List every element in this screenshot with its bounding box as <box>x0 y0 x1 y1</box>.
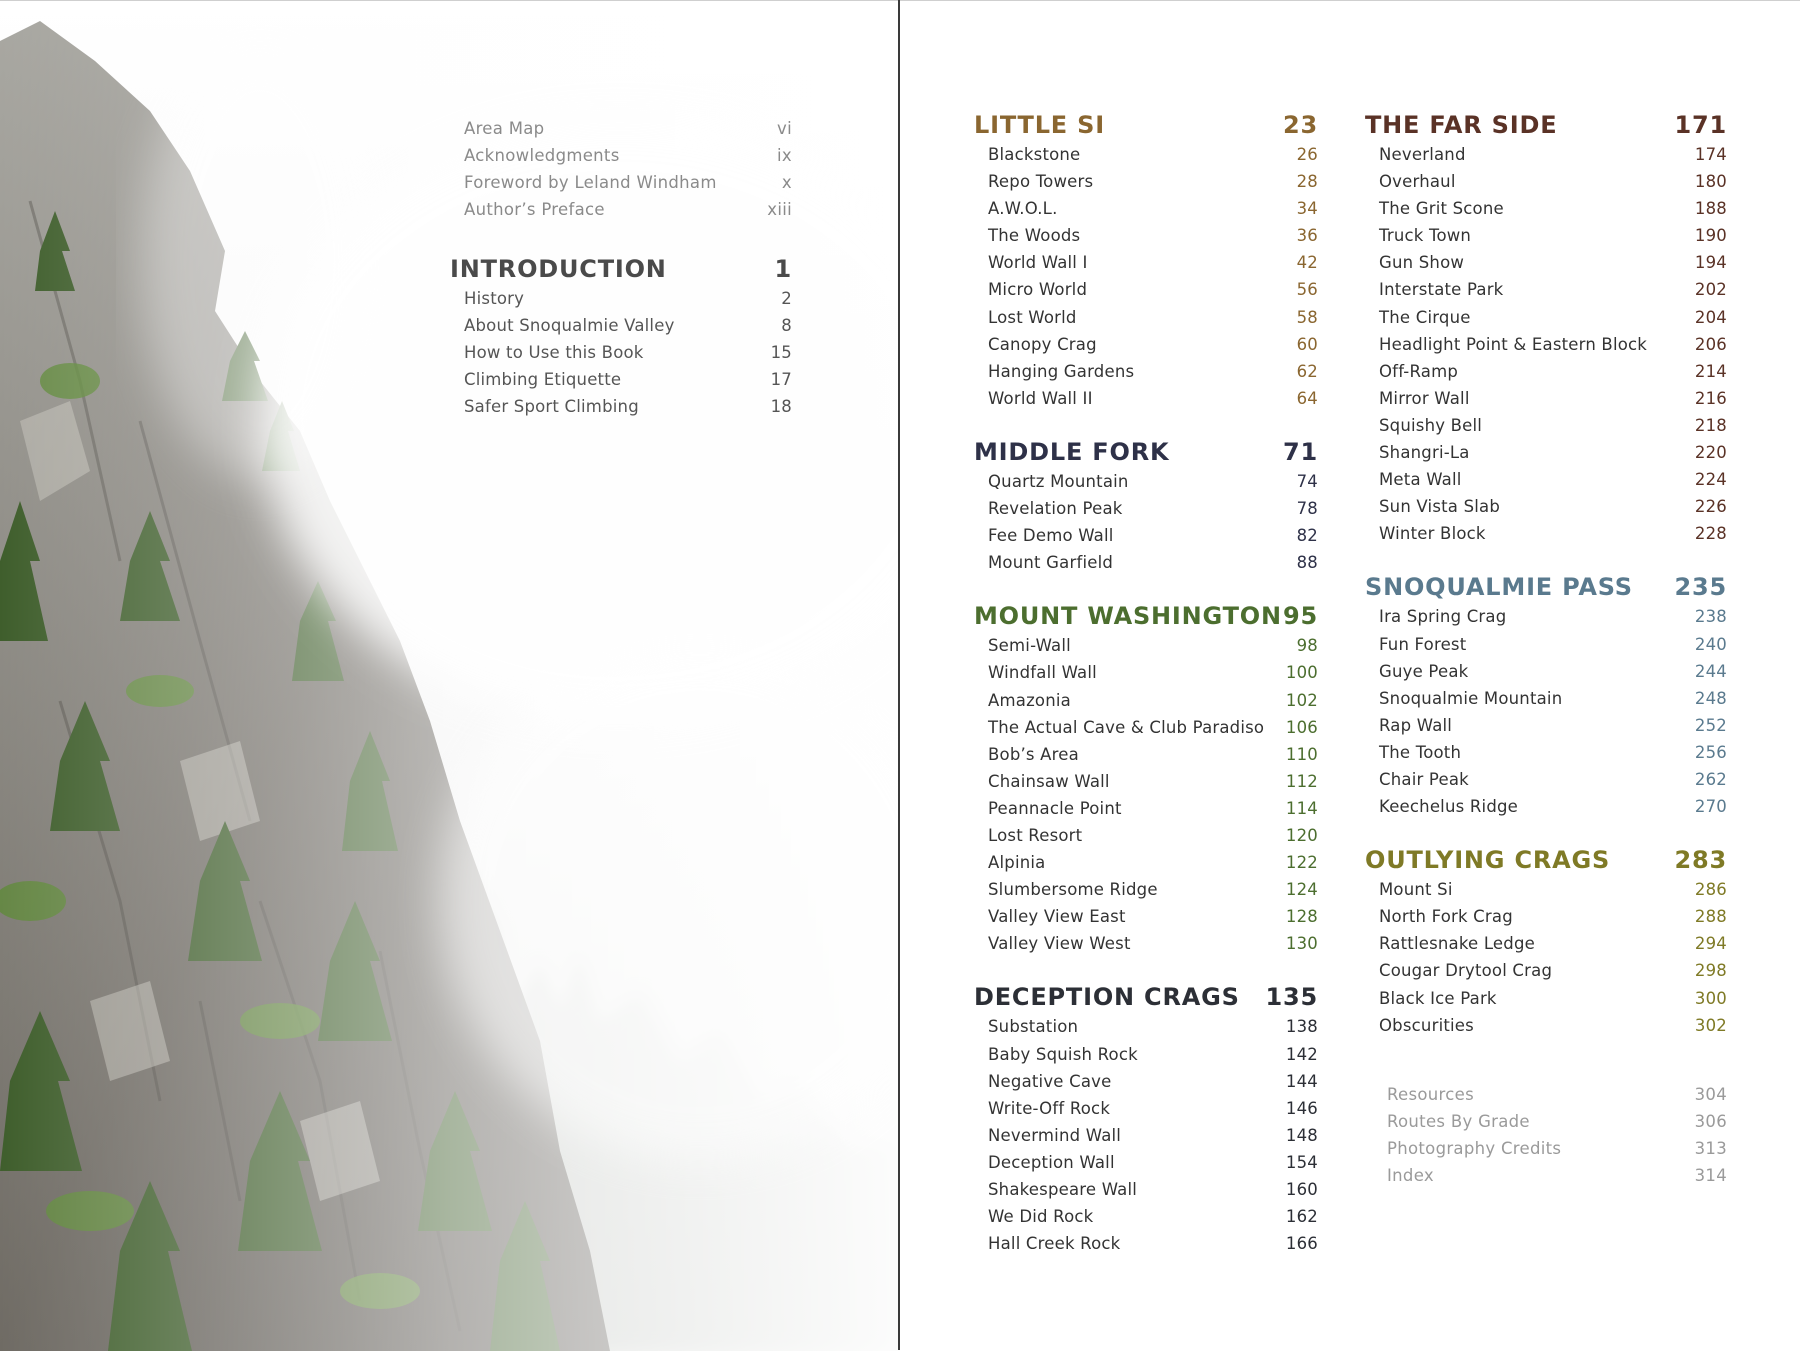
entry-page: 306 <box>1694 1111 1727 1131</box>
entry-page: 252 <box>1694 715 1727 735</box>
toc-entry[interactable] <box>974 934 1318 961</box>
toc-entry[interactable] <box>450 397 792 424</box>
entry-label: Quartz Mountain <box>988 471 1129 491</box>
toc-column-middle <box>974 111 1318 1283</box>
toc-entry[interactable] <box>974 880 1318 907</box>
entry-page: 120 <box>1285 825 1318 845</box>
entry-page: 34 <box>1296 199 1318 219</box>
toc-entry[interactable] <box>1365 362 1727 389</box>
section-heading[interactable] <box>974 111 1318 145</box>
entry-page: 58 <box>1296 307 1318 327</box>
entry-page: 226 <box>1694 497 1727 517</box>
toc-entry[interactable] <box>974 1234 1318 1261</box>
entry-page: 154 <box>1285 1152 1318 1172</box>
section-deception-crags <box>974 983 1318 1261</box>
entry-label: Area Map <box>464 119 545 138</box>
entry-page: xiii <box>767 200 792 219</box>
toc-entry[interactable] <box>1365 716 1727 743</box>
toc-entry[interactable] <box>1365 172 1727 199</box>
entry-page: 102 <box>1285 690 1318 710</box>
entry-label: Shangri-La <box>1379 443 1470 463</box>
entry-label: Keechelus Ridge <box>1379 797 1519 817</box>
entry-label: A.W.O.L. <box>988 199 1058 219</box>
entry-page: 112 <box>1285 771 1318 791</box>
entry-label: Index <box>1387 1165 1434 1185</box>
entry-label: Winter Block <box>1379 524 1486 544</box>
section-title: INTRODUCTION <box>450 255 667 283</box>
toc-entry[interactable] <box>974 253 1318 280</box>
entry-page: 218 <box>1694 415 1727 435</box>
entry-label: Windfall Wall <box>988 663 1097 683</box>
section-title: MOUNT WASHINGTON <box>974 602 1282 631</box>
entry-page: 15 <box>770 343 792 363</box>
section-page: 235 <box>1674 573 1727 602</box>
entry-label: The Tooth <box>1379 742 1462 762</box>
entry-page: 188 <box>1694 199 1727 219</box>
back-matter-item[interactable] <box>1365 1085 1727 1112</box>
entry-page: 122 <box>1285 853 1318 873</box>
entry-page: ix <box>777 146 792 165</box>
toc-entry[interactable] <box>1365 335 1727 362</box>
entry-page: 18 <box>770 397 792 417</box>
entry-page: 294 <box>1694 934 1727 954</box>
entry-list <box>450 289 792 424</box>
toc-entry[interactable] <box>974 799 1318 826</box>
section-middle-fork <box>974 438 1318 580</box>
toc-entry[interactable] <box>974 280 1318 307</box>
section-page: 283 <box>1674 846 1727 875</box>
entry-page: vi <box>777 119 792 138</box>
toc-entry[interactable] <box>1365 797 1727 824</box>
section-title: SNOQUALMIE PASS <box>1365 573 1633 602</box>
toc-entry[interactable] <box>1365 743 1727 770</box>
section-snoqualmie-pass <box>1365 573 1727 824</box>
entry-page: 148 <box>1285 1125 1318 1145</box>
toc-entry[interactable] <box>974 335 1318 362</box>
section-outlying-crags <box>1365 846 1727 1043</box>
entry-page: x <box>781 173 792 192</box>
toc-entry[interactable] <box>974 1126 1318 1153</box>
entry-label: Rattlesnake Ledge <box>1379 934 1535 954</box>
toc-entry[interactable] <box>1365 145 1727 172</box>
entry-page: 313 <box>1694 1138 1727 1158</box>
entry-page: 128 <box>1285 907 1318 927</box>
entry-page: 36 <box>1296 226 1318 246</box>
section-little-si <box>974 111 1318 416</box>
entry-page: 114 <box>1285 798 1318 818</box>
entry-page: 56 <box>1296 280 1318 300</box>
entry-page: 98 <box>1296 636 1318 656</box>
entry-page: 302 <box>1694 1015 1727 1035</box>
entry-label: Mount Si <box>1379 880 1453 900</box>
toc-entry[interactable] <box>974 1153 1318 1180</box>
entry-page: 220 <box>1694 443 1727 463</box>
entry-page: 166 <box>1285 1234 1318 1254</box>
front-matter-item[interactable] <box>464 119 792 146</box>
section-page: 95 <box>1283 602 1318 631</box>
entry-page: 146 <box>1285 1098 1318 1118</box>
section-page: 23 <box>1283 111 1318 139</box>
entry-page: 174 <box>1694 145 1727 164</box>
toc-entry[interactable] <box>1365 226 1727 253</box>
entry-label: Negative Cave <box>988 1071 1112 1091</box>
entry-label: Nevermind Wall <box>988 1125 1122 1145</box>
toc-entry[interactable] <box>974 636 1318 663</box>
entry-label: Cougar Drytool Crag <box>1379 961 1553 981</box>
toc-entry[interactable] <box>450 289 792 316</box>
front-matter-item[interactable] <box>464 200 792 227</box>
toc-entry[interactable] <box>1365 199 1727 226</box>
toc-entry[interactable] <box>974 1072 1318 1099</box>
toc-entry[interactable] <box>450 316 792 343</box>
entry-page: 142 <box>1285 1044 1318 1064</box>
entry-label: Micro World <box>988 280 1088 300</box>
right-page <box>900 0 1800 1350</box>
entry-label: Mount Garfield <box>988 553 1114 573</box>
entry-page: 244 <box>1694 661 1727 681</box>
entry-label: World Wall II <box>988 388 1093 408</box>
toc-entry[interactable] <box>974 172 1318 199</box>
entry-page: 240 <box>1694 634 1727 654</box>
entry-label: Peannacle Point <box>988 798 1122 818</box>
entry-label: Foreword by Leland Windham <box>464 173 717 192</box>
toc-entry[interactable] <box>974 389 1318 416</box>
entry-label: Revelation Peak <box>988 499 1123 519</box>
entry-page: 74 <box>1296 471 1318 491</box>
entry-label: Author’s Preface <box>464 200 605 219</box>
entry-label: Climbing Etiquette <box>464 370 622 390</box>
entry-label: Valley View West <box>988 934 1131 954</box>
toc-entry[interactable] <box>1365 961 1727 988</box>
entry-label: The Cirque <box>1379 307 1471 327</box>
entry-label: Safer Sport Climbing <box>464 397 639 417</box>
entry-page: 190 <box>1694 226 1727 246</box>
toc-entry[interactable] <box>974 718 1318 745</box>
toc-entry[interactable] <box>974 1207 1318 1234</box>
entry-page: 60 <box>1296 334 1318 354</box>
entry-label: Overhaul <box>1379 172 1456 192</box>
entry-label: Ira Spring Crag <box>1379 607 1507 627</box>
entry-page: 144 <box>1285 1071 1318 1091</box>
entry-page: 256 <box>1694 742 1727 762</box>
toc-entry[interactable] <box>974 308 1318 335</box>
toc-entry[interactable] <box>974 853 1318 880</box>
toc-entry[interactable] <box>1365 662 1727 689</box>
toc-entry[interactable] <box>450 370 792 397</box>
toc-entry[interactable] <box>974 745 1318 772</box>
toc-entry[interactable] <box>450 343 792 370</box>
entry-page: 28 <box>1296 172 1318 192</box>
entry-page: 106 <box>1285 717 1318 737</box>
toc-entry[interactable] <box>1365 416 1727 443</box>
entry-label: Obscurities <box>1379 1015 1474 1035</box>
entry-page: 304 <box>1694 1084 1727 1104</box>
entry-page: 160 <box>1285 1180 1318 1199</box>
section-far-side <box>1365 111 1727 551</box>
entry-label: Mirror Wall <box>1379 388 1470 408</box>
section-heading[interactable] <box>974 602 1318 636</box>
entry-label: Neverland <box>1379 145 1466 164</box>
toc-entry[interactable] <box>1365 253 1727 280</box>
entry-label: Repo Towers <box>988 172 1094 192</box>
entry-label: Chair Peak <box>1379 769 1469 789</box>
entry-label: Fee Demo Wall <box>988 526 1114 546</box>
entry-page: 17 <box>770 370 792 390</box>
entry-label: Routes By Grade <box>1387 1111 1530 1131</box>
entry-page: 88 <box>1296 553 1318 573</box>
toc-entry[interactable] <box>1365 389 1727 416</box>
toc-entry[interactable] <box>1365 1016 1727 1043</box>
section-title: MIDDLE FORK <box>974 437 1170 466</box>
entry-label: Acknowledgments <box>464 146 620 165</box>
toc-entry[interactable] <box>974 772 1318 799</box>
section-heading[interactable] <box>450 255 792 289</box>
toc-entry[interactable] <box>1365 880 1727 907</box>
toc-entry[interactable] <box>1365 989 1727 1016</box>
entry-page: 286 <box>1694 880 1727 900</box>
toc-entry[interactable] <box>1365 689 1727 716</box>
entry-page: 224 <box>1694 470 1727 490</box>
section-page: 135 <box>1265 983 1318 1012</box>
entry-page: 238 <box>1694 607 1727 627</box>
entry-label: Semi-Wall <box>988 636 1071 656</box>
entry-label: Guye Peak <box>1379 661 1469 681</box>
entry-page: 110 <box>1285 744 1318 764</box>
entry-label: Lost Resort <box>988 825 1083 845</box>
entry-page: 262 <box>1694 769 1727 789</box>
entry-label: The Woods <box>988 226 1081 246</box>
back-matter-item[interactable] <box>1365 1139 1727 1166</box>
toc-entry[interactable] <box>974 1045 1318 1072</box>
entry-label: Headlight Point & Eastern Block <box>1379 334 1648 354</box>
entry-label: The Grit Scone <box>1379 199 1504 219</box>
entry-page: 298 <box>1694 961 1727 981</box>
toc-entry[interactable] <box>974 199 1318 226</box>
toc-entry[interactable] <box>974 1180 1318 1207</box>
front-matter-item[interactable] <box>464 173 792 200</box>
back-matter-item[interactable] <box>1365 1112 1727 1139</box>
entry-label: World Wall I <box>988 253 1088 273</box>
entry-label: Shakespeare Wall <box>988 1180 1138 1199</box>
section-mount-washington <box>974 602 1318 961</box>
entry-page: 300 <box>1694 988 1727 1008</box>
section-heading[interactable] <box>974 983 1318 1017</box>
front-matter-list <box>464 119 792 227</box>
entry-label: How to Use this Book <box>464 343 644 363</box>
entry-page: 78 <box>1296 499 1318 519</box>
toc-entry[interactable] <box>974 553 1318 580</box>
entry-label: Photography Credits <box>1387 1138 1562 1158</box>
entry-label: We Did Rock <box>988 1207 1094 1227</box>
section-title: LITTLE SI <box>974 111 1105 139</box>
section-page: 71 <box>1283 437 1318 466</box>
entry-label: Truck Town <box>1379 226 1472 246</box>
entry-page: 288 <box>1694 907 1727 927</box>
section-heading[interactable] <box>1365 573 1727 607</box>
entry-label: Amazonia <box>988 690 1071 710</box>
entry-page: 62 <box>1296 361 1318 381</box>
entry-page: 270 <box>1694 797 1727 817</box>
toc-entry[interactable] <box>1365 607 1727 634</box>
entry-label: Snoqualmie Mountain <box>1379 688 1563 708</box>
section-title: THE FAR SIDE <box>1365 111 1558 139</box>
entry-label: History <box>464 289 525 308</box>
toc-entry[interactable] <box>1365 280 1727 307</box>
entry-page: 42 <box>1296 253 1318 273</box>
toc-entry[interactable] <box>1365 443 1727 470</box>
entry-page: 206 <box>1694 334 1727 354</box>
toc-entry[interactable] <box>1365 934 1727 961</box>
toc-entry[interactable] <box>1365 470 1727 497</box>
entry-label: Hall Creek Rock <box>988 1234 1121 1254</box>
front-matter-item[interactable] <box>464 146 792 173</box>
toc-entry[interactable] <box>1365 497 1727 524</box>
entry-label: Rap Wall <box>1379 715 1453 735</box>
entry-label: Bob’s Area <box>988 744 1079 764</box>
toc-entry[interactable] <box>1365 524 1727 551</box>
toc-entry[interactable] <box>1365 635 1727 662</box>
entry-label: Valley View East <box>988 907 1126 927</box>
section-title: OUTLYING CRAGS <box>1365 846 1611 875</box>
entry-label: Hanging Gardens <box>988 361 1135 381</box>
section-heading[interactable] <box>1365 111 1727 145</box>
section-introduction <box>450 255 792 424</box>
entry-label: Baby Squish Rock <box>988 1044 1138 1064</box>
toc-entry[interactable] <box>974 691 1318 718</box>
entry-page: 194 <box>1694 253 1727 273</box>
entry-label: Meta Wall <box>1379 470 1462 490</box>
entry-label: Blackstone <box>988 145 1081 164</box>
toc-entry[interactable] <box>1365 308 1727 335</box>
entry-page: 138 <box>1285 1017 1318 1037</box>
entry-page: 216 <box>1694 388 1727 408</box>
entry-page: 180 <box>1694 172 1727 192</box>
entry-label: Gun Show <box>1379 253 1465 273</box>
section-heading[interactable] <box>974 438 1318 472</box>
toc-entry[interactable] <box>974 226 1318 253</box>
entry-label: Resources <box>1387 1084 1474 1104</box>
entry-label: Slumbersome Ridge <box>988 880 1158 900</box>
section-page: 1 <box>774 255 792 283</box>
entry-label: Lost World <box>988 307 1077 327</box>
back-matter-list <box>1365 1085 1727 1193</box>
section-heading[interactable] <box>1365 846 1727 880</box>
section-title: DECEPTION CRAGS <box>974 983 1240 1012</box>
toc-entry[interactable] <box>974 145 1318 172</box>
toc-entry[interactable] <box>1365 770 1727 797</box>
entry-page: 2 <box>781 289 792 308</box>
toc-entry[interactable] <box>974 526 1318 553</box>
entry-label: Alpinia <box>988 853 1046 873</box>
entry-page: 8 <box>781 316 792 336</box>
entry-label: Interstate Park <box>1379 280 1504 300</box>
toc-entry[interactable] <box>974 826 1318 853</box>
entry-label: About Snoqualmie Valley <box>464 316 675 336</box>
entry-page: 26 <box>1296 145 1318 164</box>
entry-page: 100 <box>1285 663 1318 683</box>
entry-label: Fun Forest <box>1379 634 1467 654</box>
entry-label: Deception Wall <box>988 1152 1115 1172</box>
toc-entry[interactable] <box>974 362 1318 389</box>
toc-column-right <box>1365 111 1727 1193</box>
entry-label: Off-Ramp <box>1379 361 1459 381</box>
toc-entry[interactable] <box>1365 907 1727 934</box>
entry-label: Sun Vista Slab <box>1379 497 1501 517</box>
entry-label: Black Ice Park <box>1379 988 1497 1008</box>
toc-entry[interactable] <box>974 1099 1318 1126</box>
entry-label: Squishy Bell <box>1379 415 1483 435</box>
toc-entry[interactable] <box>974 907 1318 934</box>
entry-label: North Fork Crag <box>1379 907 1513 927</box>
entry-label: The Actual Cave & Club Paradiso <box>988 717 1265 737</box>
entry-page: 214 <box>1694 361 1727 381</box>
toc-entry[interactable] <box>974 499 1318 526</box>
entry-page: 314 <box>1694 1165 1727 1185</box>
entry-label: Canopy Crag <box>988 334 1097 354</box>
entry-page: 130 <box>1285 934 1318 954</box>
entry-label: Write-Off Rock <box>988 1098 1111 1118</box>
toc-entry[interactable] <box>974 472 1318 499</box>
back-matter-item[interactable] <box>1365 1166 1727 1193</box>
entry-page: 204 <box>1694 307 1727 327</box>
entry-label: Substation <box>988 1017 1079 1037</box>
entry-page: 202 <box>1694 280 1727 300</box>
entry-page: 64 <box>1296 388 1318 408</box>
entry-page: 82 <box>1296 526 1318 546</box>
entry-page: 162 <box>1285 1207 1318 1227</box>
toc-entry[interactable] <box>974 1017 1318 1044</box>
entry-page: 248 <box>1694 688 1727 708</box>
entry-label: Chainsaw Wall <box>988 771 1110 791</box>
entry-page: 228 <box>1694 524 1727 544</box>
entry-page: 124 <box>1285 880 1318 900</box>
section-page: 171 <box>1674 111 1727 139</box>
toc-entry[interactable] <box>974 663 1318 690</box>
